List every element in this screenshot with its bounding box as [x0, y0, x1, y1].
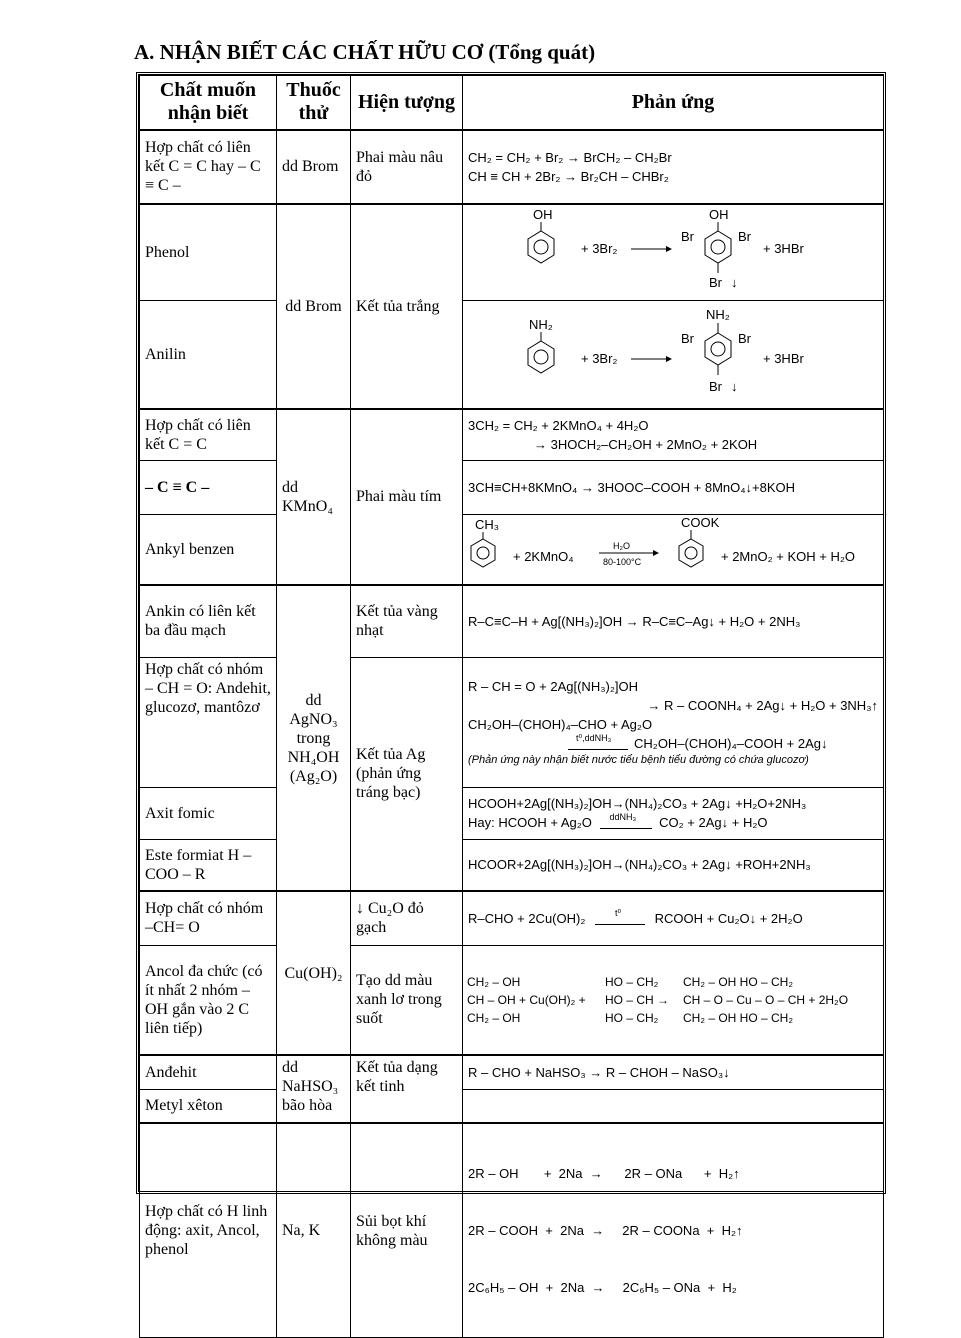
- reaction-cell: [463, 130, 884, 204]
- condition-label: H₂O: [613, 541, 630, 551]
- br-label: Br: [738, 330, 751, 346]
- identification-table: [139, 75, 884, 1338]
- condition-label: t⁰,ddNH₃: [576, 732, 612, 743]
- phenomenon-cell: Phai màu nâu đỏ: [351, 130, 463, 204]
- product-label: + 3HBr: [763, 240, 804, 256]
- formula-line: CH₂ – OH HO – CH₂: [683, 974, 793, 989]
- formula-line: HO – CH₂: [605, 1010, 659, 1025]
- product-label: + 3HBr: [763, 350, 804, 366]
- formula-line: CH₂ – OH: [467, 974, 521, 989]
- reaction-cell: R – CHO + NaHSO₃ → R – CHOH – NaSO₃↓: [463, 1055, 884, 1089]
- equation: 2R – COOH + 2Na → 2R – COONa + H₂↑: [468, 1223, 743, 1238]
- reaction-cell: [463, 945, 884, 1055]
- toluene-oxidation-diagram: [463, 515, 884, 579]
- phenomenon-cell: ↓ Cu₂O đỏ gạch: [351, 891, 463, 945]
- reaction-cell: [463, 204, 884, 301]
- phenomenon-cell: Sủi bọt khí không màu: [351, 1123, 463, 1338]
- aniline-bromination-diagram: [463, 301, 884, 403]
- condition-label: t⁰: [615, 907, 622, 918]
- subject-cell: Anilin: [140, 300, 277, 409]
- subject-cell: Metyl xêton: [140, 1089, 277, 1123]
- subject-cell: Ankin có liên kết ba đầu mạch: [140, 585, 277, 657]
- product-label: RCOOH + Cu₂O↓ + 2H₂O: [654, 910, 803, 926]
- formula-line: HO – CH₂: [605, 974, 659, 989]
- equation: CH₂OH–(CHOH)₄–CHO + Ag₂O: [468, 716, 653, 732]
- reagent-cell: dd Brom: [277, 204, 351, 409]
- reagent-cell: dd Brom: [277, 130, 351, 204]
- equation: CH₂ = CH₂ + Br₂ → BrCH₂ – CH₂Br: [468, 149, 672, 165]
- br-label: Br: [681, 330, 694, 346]
- reaction-arrow: [568, 732, 628, 750]
- reagent-cell: dd NaHSO₃ bão hòa: [277, 1055, 351, 1123]
- table-row: [140, 300, 884, 409]
- phenomenon-cell: Phai màu tím: [351, 409, 463, 586]
- subject-cell: Ankyl benzen: [140, 515, 277, 586]
- glycerol-complex-equation: [467, 973, 879, 1027]
- reaction-arrow: [600, 812, 652, 829]
- reaction-cell: [463, 787, 884, 839]
- equation: [468, 813, 878, 832]
- reaction-cell: [463, 891, 884, 945]
- table-row: [140, 130, 884, 204]
- subject-cell: – C ≡ C –: [140, 461, 277, 515]
- table-row: [140, 839, 884, 891]
- header-phenomenon: Hiện tượng: [351, 76, 463, 130]
- reagent-cell: dd AgNO₃ trong NH₄OH (Ag₂O): [277, 585, 351, 891]
- table-row: [140, 515, 884, 586]
- table-row: [140, 1055, 884, 1089]
- table-header-row: [140, 76, 884, 130]
- subject-cell: Hợp chất có liên kết C = C hay – C ≡ C –: [140, 130, 277, 204]
- formula-line: CH₂ – OH: [467, 1010, 521, 1025]
- subject-cell: Hợp chất có H linh động: axit, Ancol, phenol: [140, 1123, 277, 1338]
- table-row: [140, 204, 884, 301]
- reaction-arrow: [595, 907, 645, 925]
- formula-line: CH – O – Cu – O – CH + 2H₂O: [683, 992, 849, 1007]
- phenomenon-cell: Kết tủa dạng kết tinh: [351, 1055, 463, 1123]
- glycerol-formula: [467, 973, 605, 1027]
- reaction-cell: [463, 1089, 884, 1123]
- equation: HCOOH+2Ag[(NH₃)₂]OH→(NH₄)₂CO₃ + 2Ag↓ +H₂O+2NH₃: [468, 796, 807, 811]
- reaction-cell: [463, 657, 884, 787]
- table-row: [140, 585, 884, 657]
- formula-line: CH₂ – OH HO – CH₂: [683, 1010, 793, 1025]
- equation: R – CH = O + 2Ag[(NH₃)₂]OH: [468, 678, 638, 694]
- ch3-label: CH₃: [475, 517, 500, 532]
- formula-line: HO – CH →: [605, 992, 670, 1007]
- reagent-cell: dd KMnO₄: [277, 409, 351, 586]
- nh2-label: NH₂: [706, 306, 730, 322]
- equation-note: (Phản ứng này nhận biết nước tiểu bệnh tiểu đường có chứa glucozơ): [468, 753, 809, 766]
- reagent-cell: Na, K: [277, 1123, 351, 1338]
- nh2-label: NH₂: [529, 316, 553, 332]
- equation: [468, 734, 878, 753]
- reagent-label: + 3Br₂: [581, 240, 618, 256]
- page-title: A. NHẬN BIẾT CÁC CHẤT HỮU CƠ (Tổng quát): [134, 40, 596, 64]
- cook-label: COOK: [681, 515, 720, 530]
- subject-cell: Este formiat H – COO – R: [140, 839, 277, 891]
- reaction-cell: [463, 300, 884, 409]
- product-label: + 2MnO₂ + KOH + H₂O: [721, 549, 855, 564]
- reaction-cell: [463, 409, 884, 461]
- subject-cell: Hợp chất có nhóm –CH= O: [140, 891, 277, 945]
- header-reaction: Phản ứng: [463, 76, 884, 130]
- precipitate-arrow: ↓: [731, 274, 738, 290]
- table-row: [140, 891, 884, 945]
- reagent-cell: Cu(OH)₂: [277, 891, 351, 1055]
- equation: → R – COONH₄ + 2Ag↓ + H₂O + 3NH₃↑: [647, 697, 878, 713]
- br-label: Br: [738, 228, 751, 244]
- reactant-label: Hay: HCOOH + Ag₂O: [468, 815, 592, 830]
- complex-formula: [683, 973, 848, 1027]
- table-row: [140, 945, 884, 1055]
- br-label: Br: [709, 378, 722, 394]
- subject-cell: Hợp chất có nhóm – CH = O: Andehit, glucozơ, mantôzơ: [140, 657, 277, 787]
- product-label: CO₂ + 2Ag↓ + H₂O: [659, 815, 768, 830]
- table-row: [140, 409, 884, 461]
- reagent-label: + 2KMnO₄: [513, 549, 574, 564]
- table-row: [140, 1123, 884, 1338]
- oh-label: OH: [709, 206, 729, 222]
- formula-line: CH – OH + Cu(OH)₂ +: [467, 992, 586, 1007]
- phenomenon-cell: Tạo dd màu xanh lơ trong suốt: [351, 945, 463, 1055]
- equation: 2R – OH + 2Na → 2R – ONa + H₂↑: [468, 1166, 740, 1181]
- precipitate-arrow: ↓: [731, 378, 738, 394]
- reactant-label: R–CHO + 2Cu(OH)₂: [468, 910, 586, 926]
- glycerol-formula: [605, 973, 683, 1027]
- br-label: Br: [709, 274, 722, 290]
- equation: → 3HOCH₂–CH₂OH + 2MnO₂ + 2KOH: [534, 436, 758, 452]
- phenol-bromination-diagram: [463, 205, 884, 295]
- subject-cell: Anđehit: [140, 1055, 277, 1089]
- phenomenon-cell: Kết tủa vàng nhạt: [351, 585, 463, 657]
- product-label: CH₂OH–(CHOH)₄–COOH + 2Ag↓: [634, 735, 828, 751]
- equation: 3CH₂ = CH₂ + 2KMnO₄ + 4H₂O: [468, 417, 649, 433]
- reaction-cell: R–C≡C–H + Ag[(NH₃)₂]OH → R–C≡C–Ag↓ + H₂O + 2NH₃: [463, 585, 884, 657]
- phenomenon-cell: Kết tủa Ag (phản ứng tráng bạc): [351, 657, 463, 891]
- subject-cell: Hợp chất có liên kết C = C: [140, 409, 277, 461]
- equation: 2C₆H₅ – OH + 2Na → 2C₆H₅ – ONa + H₂: [468, 1280, 737, 1295]
- subject-cell: Phenol: [140, 204, 277, 301]
- header-subject: Chất muốn nhận biết: [140, 76, 277, 130]
- header-reagent: Thuốc thử: [277, 76, 351, 130]
- br-label: Br: [681, 228, 694, 244]
- reaction-cell: HCOOR+2Ag[(NH₃)₂]OH→(NH₄)₂CO₃ + 2Ag↓ +ROH+2NH₃: [463, 839, 884, 891]
- reaction-cell: [463, 1123, 884, 1338]
- equation: CH ≡ CH + 2Br₂ → Br₂CH – CHBr₂: [468, 168, 669, 184]
- table-row: [140, 461, 884, 515]
- reagent-label: + 3Br₂: [581, 350, 618, 366]
- reaction-cell: [463, 515, 884, 586]
- condition-label: ddNH₃: [609, 812, 637, 823]
- reaction-cell: 3CH≡CH+8KMnO₄ → 3HOOC–COOH + 8MnO₄↓+8KOH: [463, 461, 884, 515]
- subject-cell: Axit fomic: [140, 787, 277, 839]
- phenomenon-cell: Kết tủa trắng: [351, 204, 463, 409]
- table-row: [140, 1089, 884, 1123]
- oh-label: OH: [533, 206, 553, 222]
- table-row: [140, 787, 884, 839]
- condition-label: 80-100°C: [603, 557, 642, 567]
- subject-cell: Ancol đa chức (có ít nhất 2 nhóm – OH gắn vào 2 C liên tiếp): [140, 945, 277, 1055]
- table-row: [140, 657, 884, 787]
